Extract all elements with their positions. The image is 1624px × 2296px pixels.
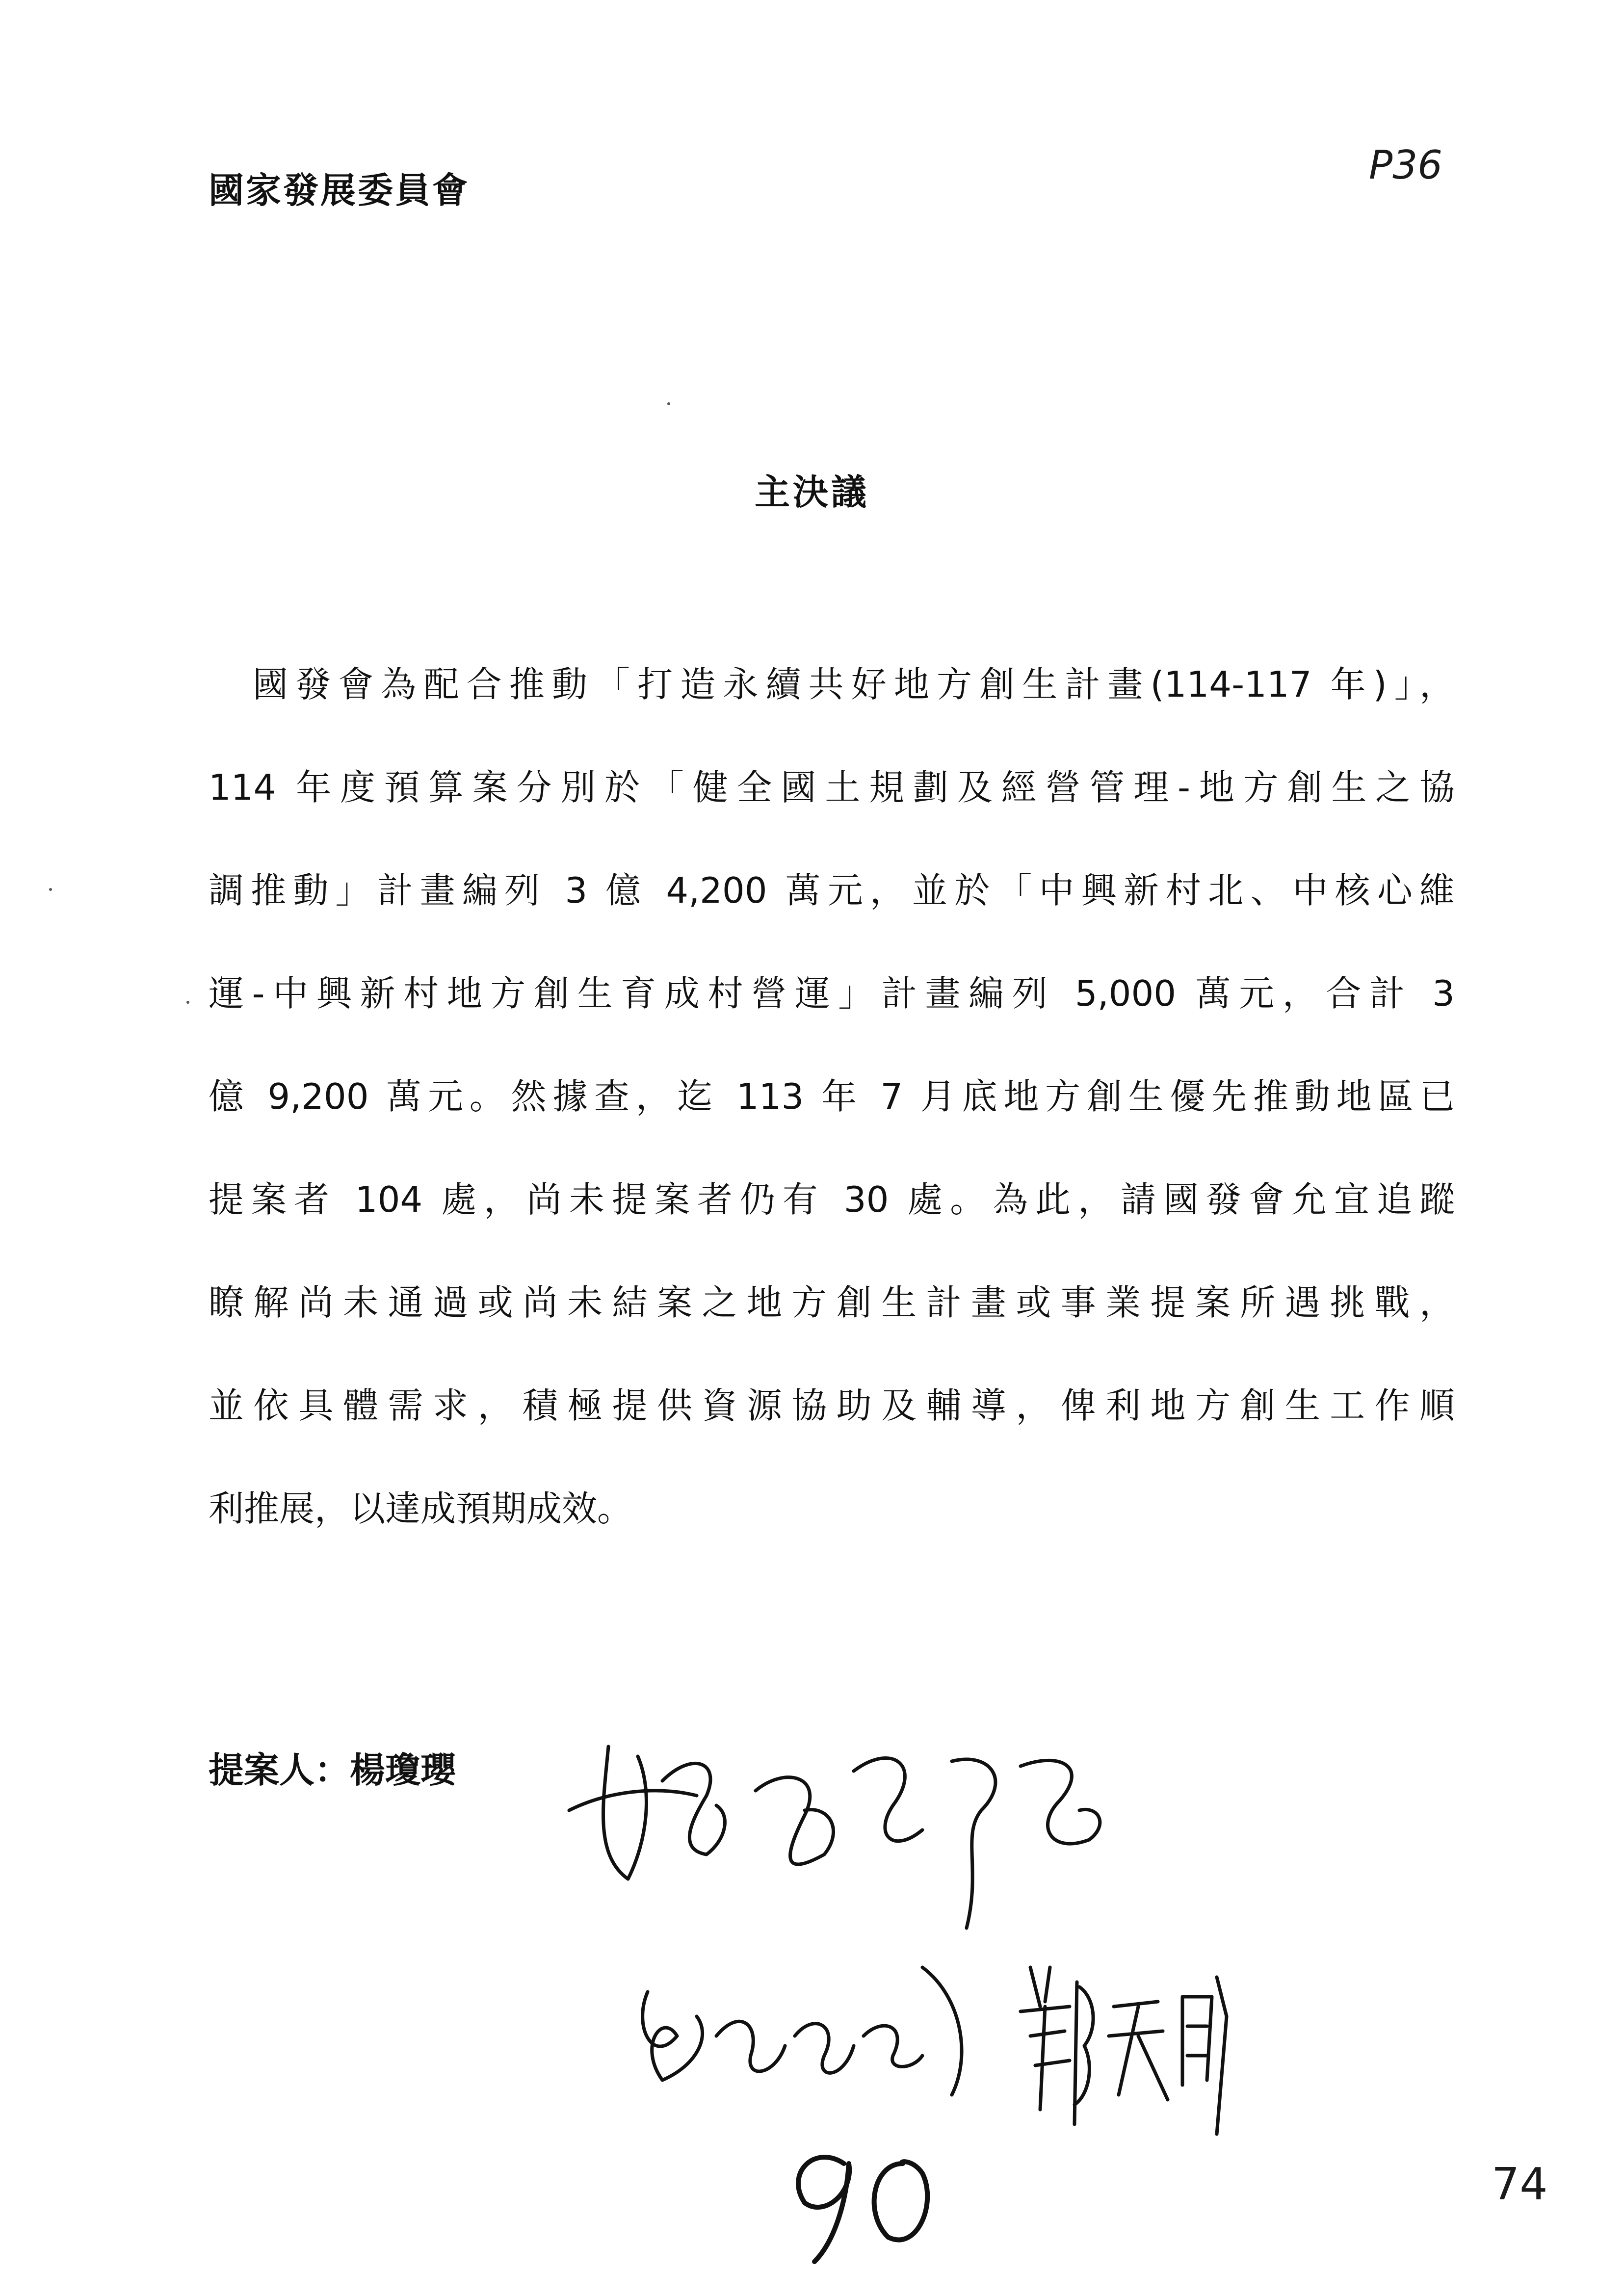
signature-stroke — [1021, 1760, 1100, 1844]
signature-stroke — [1182, 1977, 1227, 2134]
signature-stroke — [1021, 1967, 1070, 2110]
signature-stroke — [854, 1758, 922, 1841]
signature-stroke — [756, 1777, 834, 1864]
body-line: 運-中興新村地方創生育成村營運」計畫編列 5,000 萬元，合計 3 — [209, 973, 1455, 1014]
signature-stroke — [1074, 1982, 1093, 2124]
signature-stroke — [716, 2021, 785, 2071]
resolution-body — [209, 660, 1455, 1587]
signature-stroke — [874, 2162, 928, 2240]
body-line: 提案者 104 處，尚未提案者仍有 30 處。為此，請國發會允宜追蹤 — [209, 1179, 1455, 1220]
scan-speck — [667, 402, 670, 405]
signature-stroke — [662, 1763, 725, 1854]
body-line: 並依具體需求，積極提供資源協助及輔導，俾利地方創生工作順 — [209, 1385, 1455, 1426]
body-line: 利推展，以達成預期成效。 — [209, 1488, 633, 1529]
signature-stroke — [569, 1791, 697, 1810]
handwritten-page-reference: P36 — [1369, 142, 1443, 188]
signature-stroke — [798, 2157, 849, 2262]
proposer-label: 提案人：楊瓊瓔 — [209, 1749, 456, 1791]
signature-stroke — [952, 1759, 995, 1928]
handwritten-signatures — [550, 1693, 1285, 2281]
signature-stroke — [795, 2024, 854, 2073]
body-line: 國發會為配合推動「打造永續共好地方創生計畫(114-117 年)」， — [253, 664, 1455, 705]
signature-stroke — [864, 2026, 922, 2066]
signature-stroke — [643, 1992, 703, 2080]
body-line: 瞭解尚未通過或尚未結案之地方創生計畫或事業提案所遇挑戰， — [209, 1282, 1455, 1323]
document-title: 主決議 — [754, 471, 869, 513]
organization-name: 國家發展委員會 — [209, 170, 470, 211]
body-line: 114 年度預算案分別於「健全國土規劃及經營管理-地方創生之協 — [209, 767, 1455, 808]
signature-stroke — [1109, 2002, 1168, 2100]
signature-stroke — [603, 1747, 647, 1879]
body-line: 調推動」計畫編列 3 億 4,200 萬元，並於「中興新村北、中核心維 — [209, 870, 1455, 911]
body-line: 億 9,200 萬元。然據查，迄 113 年 7 月底地方創生優先推動地區已 — [209, 1076, 1455, 1117]
signature-stroke — [922, 1967, 962, 2095]
scan-speck — [49, 888, 52, 891]
scan-speck — [186, 1001, 189, 1004]
page-number: 74 — [1492, 2159, 1548, 2210]
